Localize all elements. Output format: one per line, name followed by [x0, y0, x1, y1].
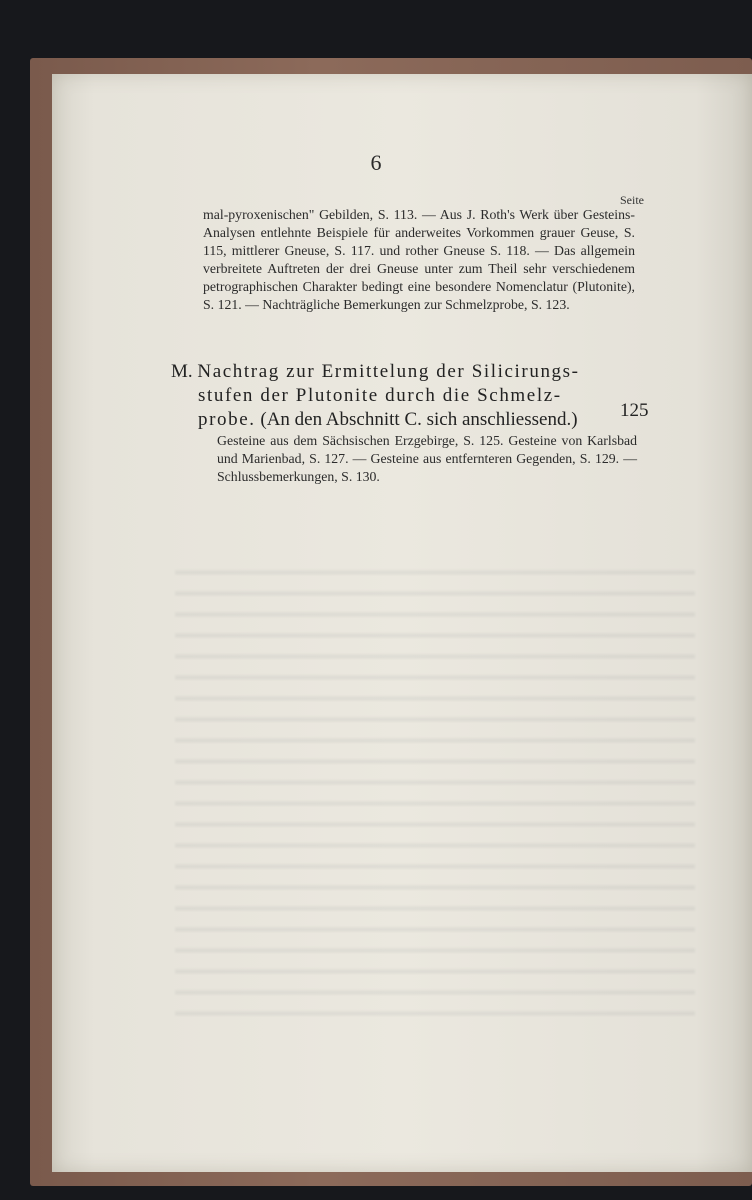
continuation-paragraph: mal-pyroxenischen" Gebilden, S. 113. — Aus J. Roth's Werk über Gesteins-Analysen entlehnte Beispiele für anderweites Vorkommen grauer Geuse, S. 115, mittlerer Gneuse, S. 117. und rother Gneuse S. 118. — Das allgemein verbreitete Auftreten der drei Gneuse unter zum Theil sehr verschiedenem petrographischen Charakter bedingt eine besondere Nomenclatur (Plutonite), S. 121. — Nachträgliche Bemerkungen zur Schmelzprobe, S. 123. — [203, 207, 635, 312]
entry-title-line-3b: (An den Abschnitt C. sich anschliessend.) — [260, 409, 578, 430]
toc-entry-m — [171, 360, 595, 432]
entry-title-line-2: stufen der Plutonite durch die Schmelz- — [198, 385, 562, 406]
page-number: 6 — [370, 150, 382, 175]
entry-letter: M. — [171, 361, 193, 382]
entry-title-line-3a: probe. — [198, 409, 256, 430]
column-header: Seite — [620, 193, 644, 207]
entry-title-line-1: Nachtrag zur Ermittelung der Silicirungs- — [197, 361, 580, 382]
entry-page-ref: 125 — [620, 400, 649, 421]
entry-details: Gesteine aus dem Sächsischen Erzgebirge, S. 125. Gesteine von Karlsbad und Marienbad, S. 127. — Gesteine aus entfernteren Gegenden, S. 129. — Schlussbemerkungen, S. 130. — [217, 433, 637, 484]
show-through-text — [175, 560, 695, 1030]
entry-line-1 — [171, 360, 595, 384]
